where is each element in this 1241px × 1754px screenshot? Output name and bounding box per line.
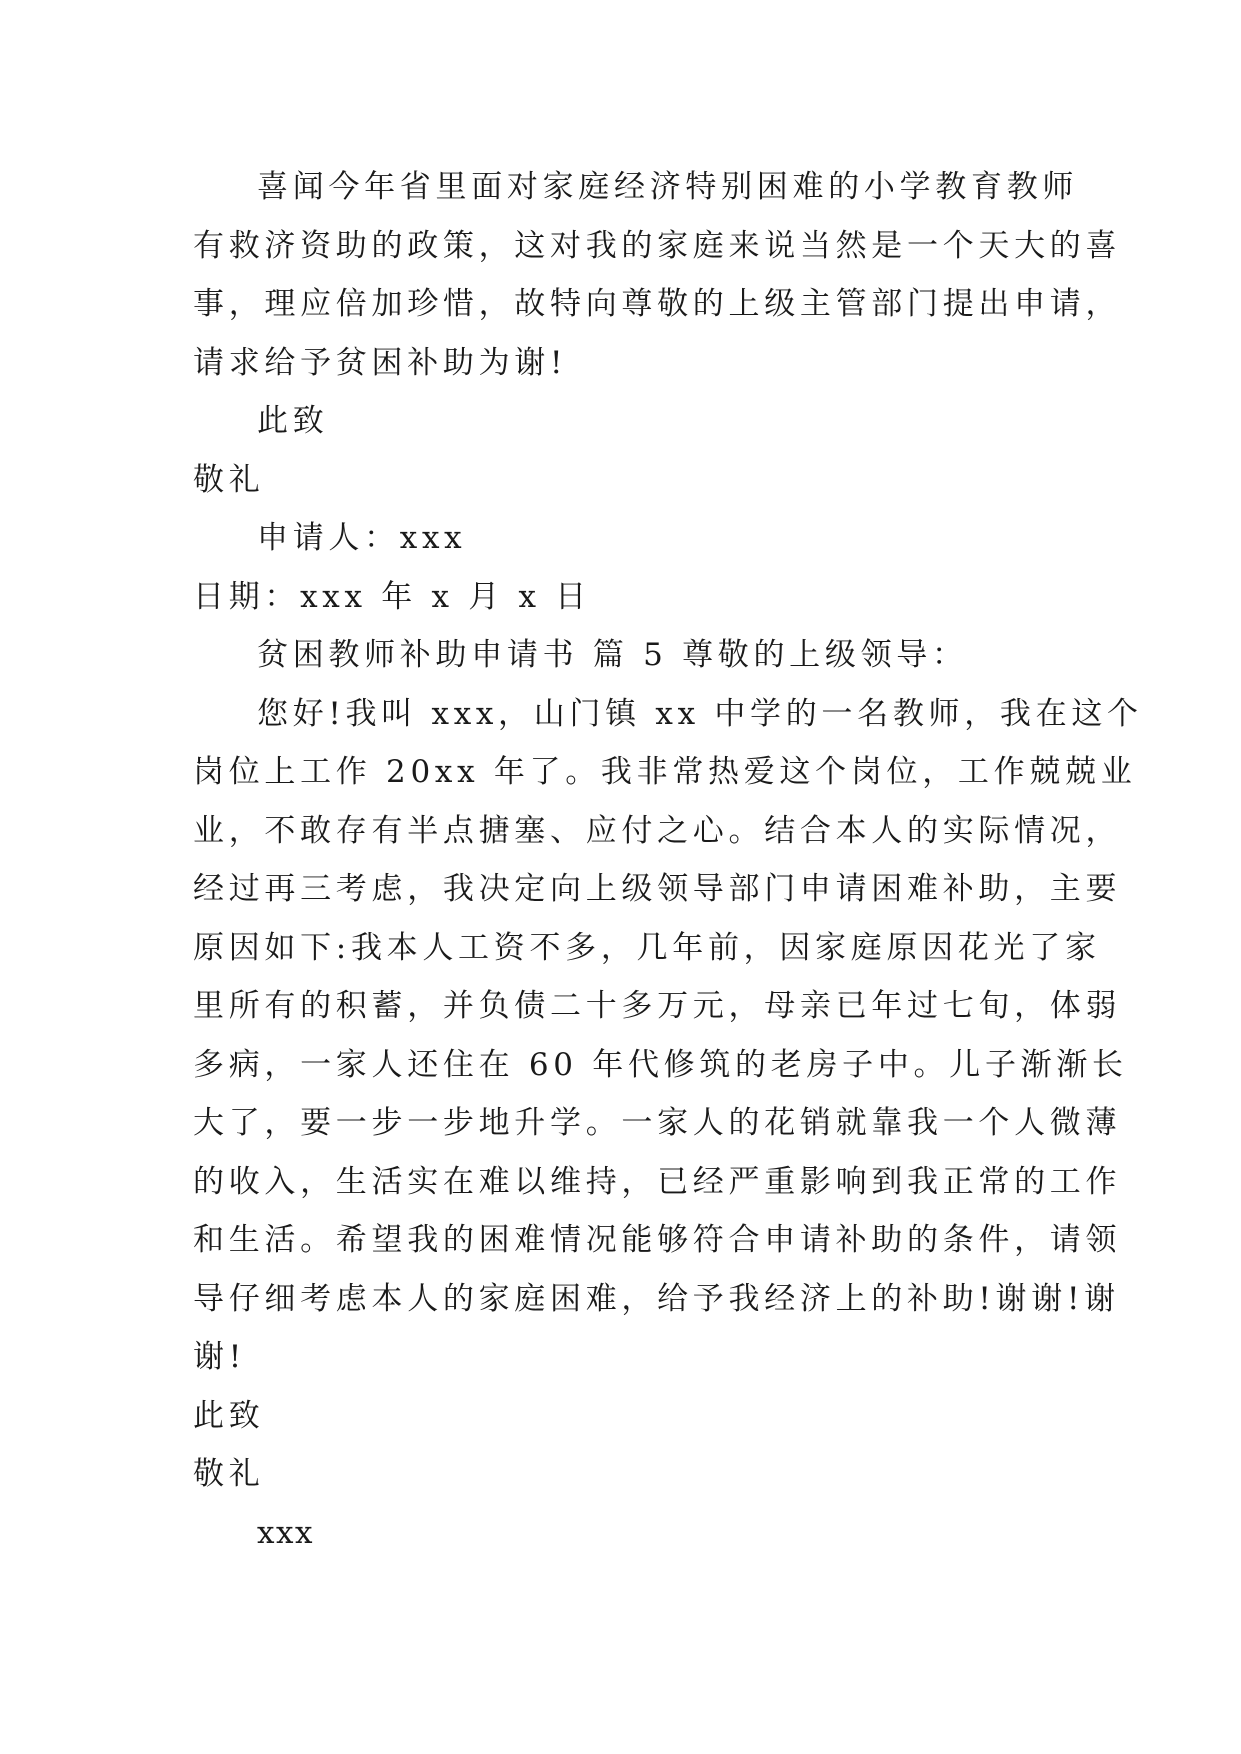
closing-line: 此致 bbox=[257, 403, 329, 439]
signature-line: xxx bbox=[257, 1514, 314, 1551]
paragraph-line: 导仔细考虑本人的家庭困难，给予我经济上的补助!谢谢!谢 bbox=[193, 1280, 1120, 1317]
paragraph-line: 喜闻今年省里面对家庭经济特别困难的小学教育教师 bbox=[257, 169, 1079, 205]
salutation-line: 敬礼 bbox=[193, 461, 265, 498]
paragraph-line: 多病，一家人还住在 60 年代修筑的老房子中。儿子渐渐长 bbox=[193, 1046, 1128, 1083]
paragraph-line: 事，理应倍加珍惜，故特向尊敬的上级主管部门提出申请， bbox=[193, 286, 1122, 322]
paragraph-line: 和生活。希望我的困难情况能够符合申请补助的条件，请领 bbox=[193, 1222, 1122, 1258]
document-page bbox=[193, 158, 1143, 1562]
section-heading: 贫困教师补助申请书 篇 5 尊敬的上级领导： bbox=[257, 637, 968, 673]
salutation-line: 敬礼 bbox=[193, 1456, 265, 1492]
date-line: 日期：xxx 年 x 月 x 日 bbox=[193, 578, 591, 615]
paragraph-line: 业，不敢存有半点搪塞、应付之心。结合本人的实际情况， bbox=[193, 812, 1122, 849]
paragraph-line: 有救济资助的政策，这对我的家庭来说当然是一个天大的喜 bbox=[193, 227, 1122, 264]
paragraph-line: 谢! bbox=[193, 1339, 246, 1375]
applicant-line: 申请人：xxx bbox=[257, 520, 467, 556]
paragraph-line: 请求给予贫困补助为谢! bbox=[193, 344, 568, 381]
closing-line: 此致 bbox=[193, 1397, 265, 1434]
paragraph-line: 您好!我叫 xxx，山门镇 xx 中学的一名教师，我在这个 bbox=[257, 695, 1143, 732]
paragraph-line: 大了，要一步一步地升学。一家人的花销就靠我一个人微薄 bbox=[193, 1105, 1122, 1141]
paragraph-line: 经过再三考虑，我决定向上级领导部门申请困难补助，主要 bbox=[193, 871, 1122, 907]
paragraph-line: 的收入，生活实在难以维持，已经严重影响到我正常的工作 bbox=[193, 1163, 1122, 1200]
paragraph-line: 岗位上工作 20xx 年了。我非常热爱这个岗位，工作兢兢业 bbox=[193, 754, 1137, 790]
paragraph-line: 里所有的积蓄，并负债二十多万元，母亲已年过七旬，体弱 bbox=[193, 988, 1122, 1024]
paragraph-line: 原因如下:我本人工资不多，几年前，因家庭原因花光了家 bbox=[193, 929, 1101, 966]
